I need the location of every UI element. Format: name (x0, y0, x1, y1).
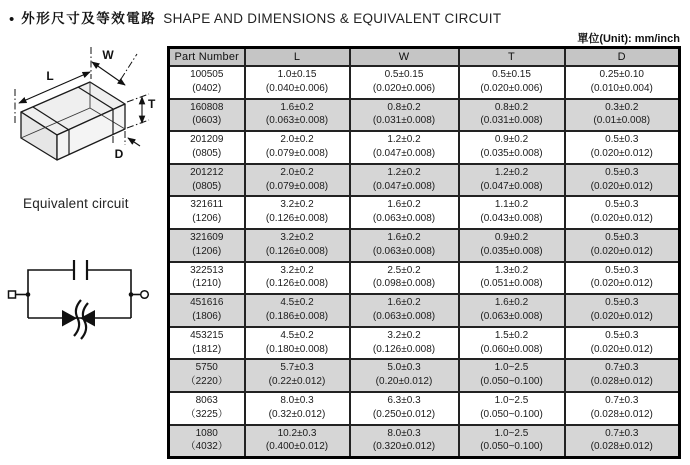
dimension-cell: 0.9±0.2 (0.035±0.008) (459, 229, 565, 262)
col-header-part-number: Part Number (169, 48, 245, 67)
chip-shape-drawing (4, 46, 162, 192)
dimension-cell: 0.5±0.3 (0.020±0.012) (565, 262, 680, 295)
part-number-cell: 453215 (1812) (169, 327, 245, 360)
section-title-english: SHAPE AND DIMENSIONS & EQUIVALENT CIRCUIT (163, 11, 502, 26)
dimension-cell: 1.6±0.2 (0.063±0.008) (350, 196, 459, 229)
part-number-cell: 322513 (1210) (169, 262, 245, 295)
dimension-cell: 5.0±0.3 (0.20±0.012) (350, 359, 459, 392)
dimension-cell: 0.25±0.10 (0.010±0.004) (565, 66, 680, 99)
part-number-cell: 100505 (0402) (169, 66, 245, 99)
dimension-cell: 0.3±0.2 (0.01±0.008) (565, 99, 680, 132)
dimension-cell: 3.2±0.2 (0.126±0.008) (245, 229, 350, 262)
table-row (169, 392, 680, 425)
part-number-cell: 201212 (0805) (169, 164, 245, 197)
left-terminal (9, 291, 16, 298)
part-number-cell: 201209 (0805) (169, 131, 245, 164)
dimension-cell: 0.5±0.15 (0.020±0.006) (459, 66, 565, 99)
dimension-cell: 2.5±0.2 (0.098±0.008) (350, 262, 459, 295)
dimension-cell: 1.3±0.2 (0.051±0.008) (459, 262, 565, 295)
table-row (169, 229, 680, 262)
capacitor-icon (74, 260, 87, 280)
dimension-cell: 1.2±0.2 (0.047±0.008) (350, 131, 459, 164)
equivalent-circuit-diagram (0, 252, 160, 372)
dimension-cell: 1.5±0.2 (0.060±0.008) (459, 327, 565, 360)
dimension-cell: 8.0±0.3 (0.320±0.012) (350, 425, 459, 458)
dim-label-d: D (114, 147, 124, 161)
table-row (169, 164, 680, 197)
equivalent-circuit-label: Equivalent circuit (23, 196, 129, 211)
right-junction-dot (129, 292, 134, 297)
varistor-icon (62, 300, 95, 339)
dimension-cell: 10.2±0.3 (0.400±0.012) (245, 425, 350, 458)
col-header-l: L (245, 48, 350, 67)
circuit-wires (16, 270, 141, 318)
dimension-cell: 1.1±0.2 (0.043±0.008) (459, 196, 565, 229)
dimension-cell: 0.7±0.3 (0.028±0.012) (565, 359, 680, 392)
dimension-cell: 1.6±0.2 (0.063±0.008) (350, 229, 459, 262)
dim-label-l: L (46, 69, 54, 83)
dimension-cell: 6.3±0.3 (0.250±0.012) (350, 392, 459, 425)
part-number-cell: 321611 (1206) (169, 196, 245, 229)
dimension-cell: 1.6±0.2 (0.063±0.008) (350, 294, 459, 327)
dimension-cell: 1.0±0.15 (0.040±0.006) (245, 66, 350, 99)
dimension-cell: 0.5±0.15 (0.020±0.006) (350, 66, 459, 99)
col-header-w: W (350, 48, 459, 67)
dimension-cell: 1.0~2.5 (0.050~0.100) (459, 425, 565, 458)
table-row (169, 66, 680, 99)
table-row (169, 425, 680, 458)
dimension-cell: 1.0~2.5 (0.050~0.100) (459, 392, 565, 425)
chip-dimensions-diagram (4, 46, 162, 197)
dimension-cell: 2.0±0.2 (0.079±0.008) (245, 164, 350, 197)
section-title (9, 7, 501, 27)
table-row (169, 262, 680, 295)
dimension-cell: 4.5±0.2 (0.180±0.008) (245, 327, 350, 360)
dimension-cell: 0.5±0.3 (0.020±0.012) (565, 164, 680, 197)
chip-body (21, 82, 125, 160)
part-number-cell: 1080 （4032） (169, 425, 245, 458)
dimension-cell: 0.8±0.2 (0.031±0.008) (459, 99, 565, 132)
dimension-cell: 2.0±0.2 (0.079±0.008) (245, 131, 350, 164)
dimension-cell: 0.5±0.3 (0.020±0.012) (565, 294, 680, 327)
dimension-cell: 1.2±0.2 (0.047±0.008) (350, 164, 459, 197)
dimension-cell: 8.0±0.3 (0.32±0.012) (245, 392, 350, 425)
col-header-d: D (565, 48, 680, 67)
table-row (169, 327, 680, 360)
dimension-cell: 3.2±0.2 (0.126±0.008) (245, 196, 350, 229)
dimensions-table-body (169, 66, 680, 458)
part-number-cell: 5750 （2220） (169, 359, 245, 392)
dimension-cell: 0.5±0.3 (0.020±0.012) (565, 327, 680, 360)
section-title-chinese: 外形尺寸及等效電路 (21, 11, 157, 26)
dimension-cell: 0.5±0.3 (0.020±0.012) (565, 229, 680, 262)
dimension-cell: 0.9±0.2 (0.035±0.008) (459, 131, 565, 164)
table-header-row (169, 48, 680, 67)
part-number-cell: 8063 （3225） (169, 392, 245, 425)
dimension-cell: 0.5±0.3 (0.020±0.012) (565, 196, 680, 229)
dimension-cell: 3.2±0.2 (0.126±0.008) (245, 262, 350, 295)
right-terminal (141, 291, 149, 299)
dimension-cell: 4.5±0.2 (0.186±0.008) (245, 294, 350, 327)
col-header-t: T (459, 48, 565, 67)
dimension-cell: 0.8±0.2 (0.031±0.008) (350, 99, 459, 132)
part-number-cell: 451616 (1806) (169, 294, 245, 327)
table-row (169, 294, 680, 327)
left-junction-dot (26, 292, 31, 297)
dimension-cell: 1.2±0.2 (0.047±0.008) (459, 164, 565, 197)
dimension-cell: 1.6±0.2 (0.063±0.008) (459, 294, 565, 327)
dimension-cell: 1.0~2.5 (0.050~0.100) (459, 359, 565, 392)
table-row (169, 131, 680, 164)
part-number-cell: 160808 (0603) (169, 99, 245, 132)
dimension-cell: 1.6±0.2 (0.063±0.008) (245, 99, 350, 132)
table-row (169, 359, 680, 392)
dimension-cell: 0.5±0.3 (0.020±0.012) (565, 131, 680, 164)
unit-label: 單位(Unit): mm/inch (577, 33, 680, 45)
dim-label-t: T (148, 97, 156, 111)
part-number-cell: 321609 (1206) (169, 229, 245, 262)
dimensions-table (167, 46, 681, 459)
dimension-cell: 0.7±0.3 (0.028±0.012) (565, 392, 680, 425)
table-row (169, 196, 680, 229)
dimension-cell: 5.7±0.3 (0.22±0.012) (245, 359, 350, 392)
dimension-cell: 0.7±0.3 (0.028±0.012) (565, 425, 680, 458)
equivalent-circuit-drawing (0, 252, 160, 367)
table-row (169, 99, 680, 132)
dimension-cell: 3.2±0.2 (0.126±0.008) (350, 327, 459, 360)
dim-label-w: W (102, 48, 114, 62)
bullet-icon: • (9, 11, 15, 28)
